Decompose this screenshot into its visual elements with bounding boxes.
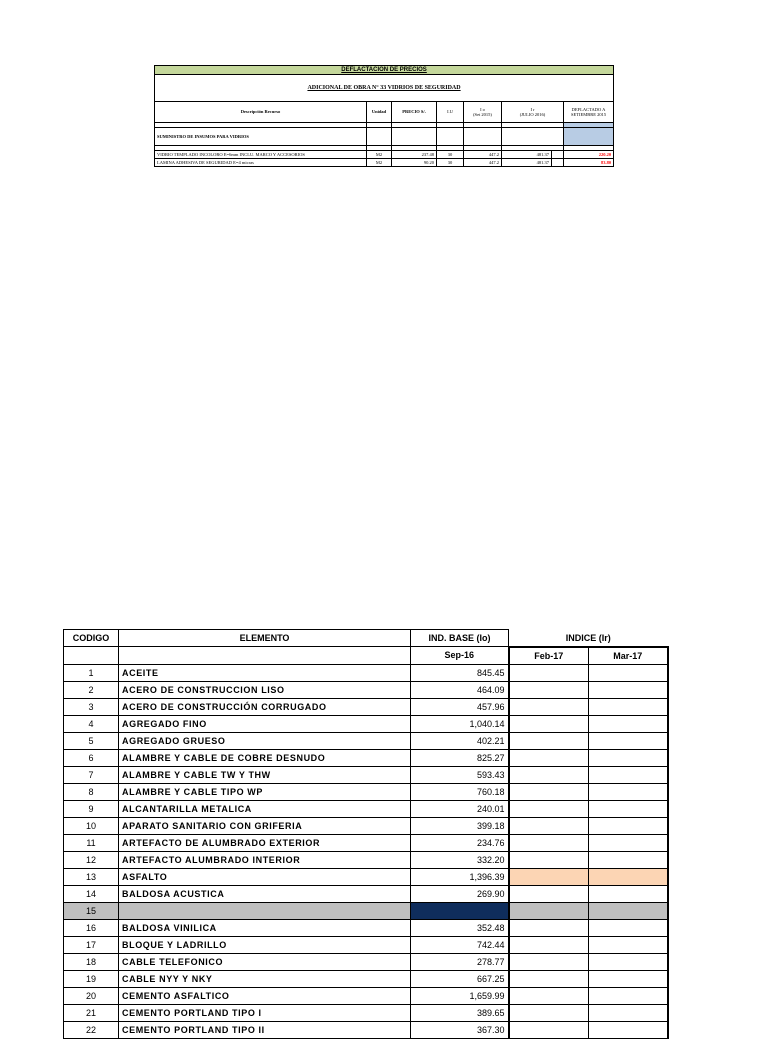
row-mar (589, 664, 668, 681)
row-precio: 237.48 (392, 151, 437, 159)
header-precio: PRECIO S/. (392, 102, 437, 123)
row-ind-base: 402.21 (411, 732, 509, 749)
row-deflactado: 220.20 (564, 151, 614, 159)
header-base-month: Sep-16 (411, 647, 509, 665)
row-ind-base: 742.44 (411, 936, 509, 953)
row-elemento: ASFALTO (119, 868, 411, 885)
table-row (155, 159, 614, 167)
header-io (464, 102, 502, 123)
row-feb (509, 885, 589, 902)
row-ind-base: 667.25 (411, 970, 509, 987)
header-month2: Mar-17 (589, 647, 668, 665)
row-mar (589, 970, 668, 987)
row-feb (509, 749, 589, 766)
row-codigo: 10 (64, 817, 119, 834)
row-codigo: 4 (64, 715, 119, 732)
row-io: 447.2 (464, 151, 502, 159)
table-row (64, 698, 668, 715)
row-ind-base: 234.76 (411, 834, 509, 851)
header-io-date: (Set 2015) (473, 112, 492, 117)
header-indice: INDICE (Ir) (565, 632, 611, 643)
table-row (64, 1004, 668, 1021)
header-deflactado: DEFLACTADO A SETIEMBRE 2015 (564, 102, 614, 123)
row-elemento: ALAMBRE Y CABLE TIPO WP (119, 783, 411, 800)
row-feb (509, 953, 589, 970)
row-ir: 481.37 (502, 159, 552, 167)
row-unidad: M2 (367, 159, 392, 167)
row-deflactado: 83.80 (564, 159, 614, 167)
table-row (64, 953, 668, 970)
row-ind-base: 332.20 (411, 851, 509, 868)
row-feb (509, 834, 589, 851)
row-elemento: ALAMBRE Y CABLE DE COBRE DESNUDO (119, 749, 411, 766)
row-feb (509, 919, 589, 936)
table-row (64, 902, 668, 919)
row-ind-base: 760.18 (411, 783, 509, 800)
blank-cell (119, 647, 411, 665)
row-mar (589, 953, 668, 970)
row-codigo: 21 (64, 1004, 119, 1021)
row-mar (589, 732, 668, 749)
row-mar (589, 902, 668, 919)
blank-cell (552, 159, 564, 167)
row-unidad: M2 (367, 151, 392, 159)
blank-cell (64, 647, 119, 665)
header-ir-date: (JULIO 2016) (519, 112, 546, 117)
row-codigo: 17 (64, 936, 119, 953)
header-ir (502, 102, 564, 123)
row-codigo: 5 (64, 732, 119, 749)
row-mar (589, 715, 668, 732)
row-ind-base: 1,659.99 (411, 987, 509, 1004)
row-elemento: CEMENTO PORTLAND TIPO I (119, 1004, 411, 1021)
row-mar (589, 885, 668, 902)
header-iu: I.U (437, 102, 464, 123)
row-feb (509, 868, 589, 885)
blank-cell (564, 128, 614, 146)
row-feb (509, 783, 589, 800)
row-mar (589, 851, 668, 868)
row-mar (589, 919, 668, 936)
table-row (64, 851, 668, 868)
row-codigo: 12 (64, 851, 119, 868)
row-feb (509, 1004, 589, 1021)
row-mar (589, 936, 668, 953)
table-row (64, 936, 668, 953)
row-ind-base: 399.18 (411, 817, 509, 834)
header-io-label: I o (480, 106, 485, 112)
header-ind-base: IND. BASE (Io) (411, 630, 509, 647)
table-row (64, 987, 668, 1004)
row-ind-base: 278.77 (411, 953, 509, 970)
row-iu: 30 (437, 159, 464, 167)
row-mar (589, 817, 668, 834)
table-row (155, 151, 614, 159)
row-feb (509, 732, 589, 749)
table-subtitle: ADICIONAL DE OBRA N° 33 VIDRIOS DE SEGURIDAD (155, 75, 614, 102)
row-feb (509, 664, 589, 681)
blank-cell (552, 151, 564, 159)
row-elemento: CABLE TELEFONICO (119, 953, 411, 970)
row-feb (509, 936, 589, 953)
row-ind-base: 1,396.39 (411, 868, 509, 885)
row-feb (509, 766, 589, 783)
row-feb (509, 715, 589, 732)
row-codigo: 16 (64, 919, 119, 936)
row-ind-base: 367.30 (411, 1021, 509, 1038)
row-elemento: CEMENTO PORTLAND TIPO II (119, 1021, 411, 1038)
row-ind-base: 1,040.14 (411, 715, 509, 732)
table-row (64, 868, 668, 885)
row-elemento (119, 902, 411, 919)
row-feb (509, 902, 589, 919)
blank-cell (464, 128, 502, 146)
row-mar (589, 800, 668, 817)
row-feb (509, 851, 589, 868)
row-codigo: 1 (64, 664, 119, 681)
table-row (64, 817, 668, 834)
row-elemento: ARTEFACTO ALUMBRADO INTERIOR (119, 851, 411, 868)
row-elemento: CEMENTO ASFALTICO (119, 987, 411, 1004)
row-codigo: 15 (64, 902, 119, 919)
header-codigo: CODIGO (64, 630, 119, 647)
header-month1: Feb-17 (509, 647, 589, 665)
row-ind-base: 240.01 (411, 800, 509, 817)
row-ind-base: 464.09 (411, 681, 509, 698)
blank-cell (367, 128, 392, 146)
row-codigo: 3 (64, 698, 119, 715)
header-elemento: ELEMENTO (119, 630, 411, 647)
row-elemento: APARATO SANITARIO CON GRIFERIA (119, 817, 411, 834)
row-codigo: 18 (64, 953, 119, 970)
row-elemento: BLOQUE Y LADRILLO (119, 936, 411, 953)
row-elemento: AGREGADO GRUESO (119, 732, 411, 749)
row-elemento: ALCANTARILLA METALICA (119, 800, 411, 817)
row-iu: 30 (437, 151, 464, 159)
table-row (64, 664, 668, 681)
row-elemento: ALAMBRE Y CABLE TW Y THW (119, 766, 411, 783)
row-feb (509, 681, 589, 698)
row-precio: 90.20 (392, 159, 437, 167)
row-elemento: ARTEFACTO DE ALUMBRADO EXTERIOR (119, 834, 411, 851)
row-feb (509, 817, 589, 834)
row-ind-base: 845.45 (411, 664, 509, 681)
row-ind-base: 389.65 (411, 1004, 509, 1021)
row-feb (509, 698, 589, 715)
row-codigo: 14 (64, 885, 119, 902)
table-row (64, 732, 668, 749)
row-descripcion: VIDRIO TEMPLADO INCOLORO E=6mm INCLU. MARCO Y ACCESORIOS (155, 151, 367, 159)
row-mar (589, 681, 668, 698)
row-feb (509, 800, 589, 817)
row-codigo: 11 (64, 834, 119, 851)
header-unidad: Unidad (367, 102, 392, 123)
row-mar (589, 987, 668, 1004)
row-elemento: ACERO DE CONSTRUCCION LISO (119, 681, 411, 698)
table-row (64, 919, 668, 936)
indices-table (63, 629, 669, 1039)
row-ind-base: 825.27 (411, 749, 509, 766)
table-row (64, 970, 668, 987)
row-io: 447.2 (464, 159, 502, 167)
row-codigo: 22 (64, 1021, 119, 1038)
row-elemento: BALDOSA VINILICA (119, 919, 411, 936)
table-row (64, 749, 668, 766)
blank-cell (437, 128, 464, 146)
table-title: DEFLACTACION DE PRECIOS (155, 66, 614, 75)
row-elemento: CABLE NYY Y NKY (119, 970, 411, 987)
table-row (64, 715, 668, 732)
blank-cell (392, 128, 437, 146)
row-ind-base: 352.48 (411, 919, 509, 936)
header-ir-label: I r (530, 106, 535, 112)
row-codigo: 19 (64, 970, 119, 987)
table-row (64, 681, 668, 698)
row-mar (589, 834, 668, 851)
table-row (64, 766, 668, 783)
row-feb (509, 970, 589, 987)
row-descripcion: LAMINA ADHESIVA DE SEGURIDAD E=4 micras (155, 159, 367, 167)
section-label: SUMINISTRO DE INSUMOS PARA VIDRIOS (155, 128, 367, 146)
row-mar (589, 749, 668, 766)
row-ind-base: 457.96 (411, 698, 509, 715)
row-ind-base: 593.43 (411, 766, 509, 783)
row-mar (589, 1004, 668, 1021)
row-codigo: 6 (64, 749, 119, 766)
row-elemento: BALDOSA ACUSTICA (119, 885, 411, 902)
table-row (64, 783, 668, 800)
row-mar (589, 698, 668, 715)
row-elemento: ACERO DE CONSTRUCCIÓN CORRUGADO (119, 698, 411, 715)
row-mar (589, 783, 668, 800)
table-row (64, 885, 668, 902)
blank-cell (502, 128, 564, 146)
deflactacion-table (154, 65, 614, 167)
row-elemento: ACEITE (119, 664, 411, 681)
row-codigo: 13 (64, 868, 119, 885)
row-codigo: 20 (64, 987, 119, 1004)
row-mar (589, 766, 668, 783)
row-codigo: 7 (64, 766, 119, 783)
row-elemento: AGREGADO FINO (119, 715, 411, 732)
row-feb (509, 987, 589, 1004)
row-codigo: 2 (64, 681, 119, 698)
row-ir: 481.37 (502, 151, 552, 159)
row-ind-base: 269.90 (411, 885, 509, 902)
header-descripcion: Descripción Recurso (155, 102, 367, 123)
row-mar (589, 868, 668, 885)
row-codigo: 8 (64, 783, 119, 800)
table-row (64, 834, 668, 851)
row-codigo: 9 (64, 800, 119, 817)
row-ind-base (411, 902, 509, 919)
table-row (64, 800, 668, 817)
